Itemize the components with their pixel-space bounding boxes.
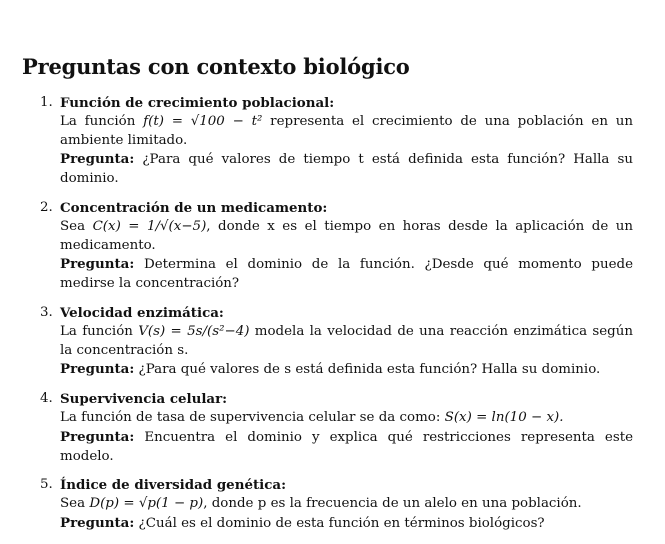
- item-heading: Supervivencia celular:: [60, 391, 228, 408]
- list-item: [0, 94, 665, 189]
- item-number: 2.: [40, 199, 53, 215]
- item-question: Pregunta: Determina el dominio de la función. ¿Desde qué momento puede medirse la concentración?: [60, 256, 633, 292]
- item-number: 1.: [40, 95, 53, 110]
- item-number: 3.: [40, 304, 53, 320]
- question-label: Pregunta:: [60, 256, 135, 273]
- item-question: Pregunta: ¿Para qué valores de s está definida esta función? Halla su dominio.: [60, 361, 601, 378]
- item-number: 5.: [40, 477, 53, 493]
- item-question: Pregunta: ¿Cuál es el dominio de esta función en términos biológicos?: [60, 514, 545, 531]
- formula: S(x) = ln(10 − x).: [444, 409, 564, 425]
- page-title: Preguntas con contexto biológico: [22, 54, 410, 79]
- formula: V(s) = 5s/(s²−4): [138, 323, 250, 339]
- question-list: [0, 94, 665, 544]
- item-number: 4.: [40, 391, 53, 407]
- item-heading: Función de crecimiento poblacional:: [60, 95, 335, 111]
- item-description: La función V(s) = 5s/(s²−4) modela la velocidad de una reacción enzimática según la concentración s.: [60, 323, 634, 358]
- formula: C(x) = 1/√(x−5): [92, 218, 207, 234]
- item-heading: Índice de diversidad genética:: [60, 477, 287, 494]
- item-description: La función de tasa de supervivencia celular se da como: S(x) = ln(10 − x).: [60, 409, 564, 425]
- question-label: Pregunta:: [60, 151, 135, 168]
- formula: D(p) = √p(1 − p): [89, 496, 204, 512]
- question-label: Pregunta:: [60, 361, 135, 378]
- item-description: Sea C(x) = 1/√(x−5), donde x es el tiempo en horas desde la aplicación de un medicamento.: [60, 218, 633, 253]
- list-item: [0, 304, 665, 380]
- list-item: [0, 476, 665, 533]
- item-question: Pregunta: ¿Para qué valores de tiempo t está definida esta función? Halla su dominio.: [60, 151, 633, 187]
- question-label: Pregunta:: [60, 514, 135, 531]
- item-question: Pregunta: Encuentra el dominio y explica qué restricciones representa este modelo.: [60, 428, 633, 464]
- item-description: Sea D(p) = √p(1 − p), donde p es la frecuencia de un alelo en una población.: [60, 496, 582, 512]
- formula: f(t) = √100 − t²: [143, 113, 263, 129]
- question-label: Pregunta:: [60, 428, 135, 445]
- list-item: [0, 390, 665, 466]
- list-item: [0, 199, 665, 294]
- item-heading: Velocidad enzimática:: [60, 304, 224, 321]
- item-heading: Concentración de un medicamento:: [60, 199, 328, 216]
- item-description: La función f(t) = √100 − t² representa el crecimiento de una población en un ambiente limitado.: [60, 113, 634, 148]
